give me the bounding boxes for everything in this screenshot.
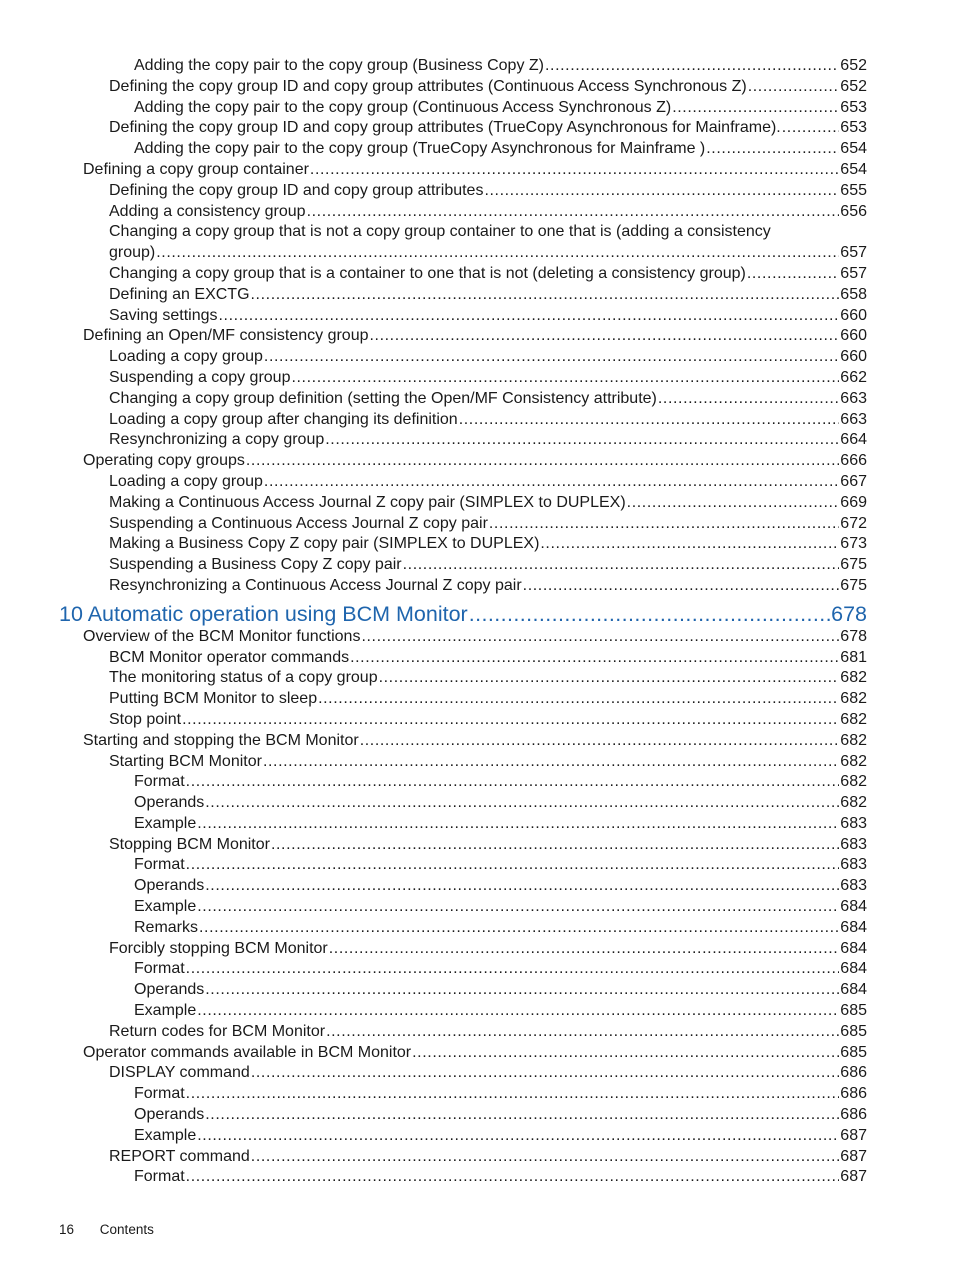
toc-entry[interactable] — [109, 389, 867, 410]
toc-entry[interactable] — [109, 264, 867, 285]
toc-entry-page: 673 — [840, 535, 867, 553]
dot-leader — [197, 1001, 839, 1022]
toc-entry-page: 672 — [840, 514, 867, 532]
dot-leader — [403, 555, 840, 576]
toc-entry-page: 657 — [840, 244, 867, 262]
toc-entry-page: 684 — [840, 898, 867, 916]
toc-entry-title: Format — [134, 773, 185, 791]
dot-leader — [186, 855, 840, 876]
dot-leader — [186, 1167, 840, 1188]
dot-leader — [205, 876, 839, 897]
toc-entry[interactable] — [134, 918, 867, 939]
dot-leader — [186, 1084, 840, 1105]
toc-entry-title: Adding the copy pair to the copy group (TrueCopy Asynchronous for Mainframe ) — [134, 140, 706, 158]
toc-entry[interactable] — [109, 668, 867, 689]
toc-entry[interactable] — [134, 56, 867, 77]
toc-entry-page: 654 — [840, 140, 867, 158]
toc-entry-title: Operands — [134, 1106, 205, 1124]
toc-entry-title: Resynchronizing a copy group — [109, 431, 325, 449]
dot-leader — [318, 689, 839, 710]
dot-leader — [271, 835, 839, 856]
toc-entry-title: Return codes for BCM Monitor — [109, 1022, 326, 1040]
toc-entry[interactable] — [109, 77, 867, 98]
toc-entry[interactable] — [109, 1022, 867, 1043]
toc-entry-title: Operands — [134, 981, 205, 999]
toc-entry-title: Format — [134, 960, 185, 978]
toc-entry-page: 685 — [840, 1043, 867, 1061]
toc-entry-page: 684 — [840, 939, 867, 957]
dot-leader — [412, 1043, 839, 1064]
toc-entry-page: 660 — [840, 327, 867, 345]
toc-entry-title: Adding the copy pair to the copy group (Business Copy Z) — [134, 57, 544, 74]
toc-entry-title: Format — [134, 1085, 185, 1103]
toc-entry-page: 662 — [840, 368, 867, 386]
toc-entry-title: Defining an EXCTG — [109, 285, 250, 303]
toc-entry-title: Starting BCM Monitor — [109, 752, 262, 770]
dot-leader — [484, 181, 839, 202]
dot-leader — [379, 668, 840, 689]
dot-leader — [672, 98, 839, 119]
toc-entry-page: 686 — [840, 1064, 867, 1082]
toc-entry-page: 687 — [840, 1168, 867, 1186]
toc-entry[interactable] — [109, 285, 867, 306]
toc-entry-title: Format — [134, 1168, 185, 1186]
toc-entry[interactable] — [134, 855, 867, 876]
footer-page-number: 16 — [59, 1222, 75, 1237]
dot-leader — [251, 285, 840, 306]
toc-entry[interactable] — [134, 98, 867, 119]
toc-entry[interactable] — [109, 710, 867, 731]
dot-leader — [219, 306, 840, 327]
toc-entry-title: Making a Continuous Access Journal Z copy pair (SIMPLEX to DUPLEX) — [109, 493, 626, 511]
dot-leader — [251, 1147, 840, 1168]
toc-entry-title: Remarks — [134, 918, 199, 936]
toc-entry[interactable] — [109, 534, 867, 555]
toc-entry-title: Defining the copy group ID and copy group attributes — [109, 181, 484, 199]
dot-leader — [350, 648, 839, 669]
toc-entry-title: Stop point — [109, 710, 182, 728]
toc-entry-page: 652 — [840, 77, 867, 95]
dot-leader — [197, 897, 839, 918]
toc-entry[interactable] — [109, 410, 867, 431]
toc-entry[interactable] — [134, 959, 867, 980]
toc-entry[interactable] — [109, 347, 867, 368]
toc-entry[interactable] — [83, 326, 867, 347]
dot-leader — [251, 1063, 839, 1084]
toc-entry[interactable] — [134, 793, 867, 814]
toc-entry-title: Operating copy groups — [83, 452, 245, 470]
toc-chapter-entry[interactable] — [59, 599, 867, 629]
toc-entry[interactable] — [109, 493, 867, 514]
toc-entry-title: Stopping BCM Monitor — [109, 835, 270, 853]
toc-entry[interactable] — [109, 1063, 867, 1084]
toc-entry-title: Operator commands available in BCM Monitor — [83, 1043, 412, 1061]
dot-leader — [197, 1126, 839, 1147]
dot-leader — [747, 264, 839, 285]
toc-entry-page: 675 — [840, 556, 867, 574]
toc-entry[interactable] — [134, 897, 867, 918]
toc-entry-title: The monitoring status of a copy group — [109, 669, 378, 687]
toc-entry-page: 682 — [840, 669, 867, 687]
toc-entry[interactable] — [109, 555, 867, 576]
toc-entry-page: 678 — [840, 627, 867, 645]
toc-entry-page: 683 — [840, 856, 867, 874]
toc-entry[interactable] — [109, 514, 867, 535]
toc-entry-page: 663 — [840, 410, 867, 428]
toc-entry[interactable] — [134, 772, 867, 793]
toc-entry-title: Operands — [134, 877, 205, 895]
dot-leader — [182, 710, 839, 731]
toc-entry[interactable] — [83, 627, 867, 648]
toc-entry[interactable] — [109, 202, 867, 223]
toc-entry-page: 669 — [840, 493, 867, 511]
toc-entry[interactable] — [134, 1126, 867, 1147]
toc-entry[interactable] — [109, 939, 867, 960]
toc-entry-title: Changing a copy group that is not a copy group container to one that is (adding a consistency — [109, 223, 771, 241]
toc-entry[interactable] — [83, 451, 867, 472]
dot-leader — [658, 389, 839, 410]
toc-entry-page: 684 — [840, 918, 867, 936]
toc-entry-title-continued: group) — [109, 244, 156, 262]
toc-entry-title: Putting BCM Monitor to sleep — [109, 690, 318, 708]
toc-entry-title: Adding the copy pair to the copy group (Continuous Access Synchronous Z) — [134, 98, 672, 116]
toc-entry[interactable] — [134, 1105, 867, 1126]
toc-entry-page: 682 — [840, 690, 867, 708]
toc-entry-title: Saving settings — [109, 306, 218, 324]
toc-entry-title: Example — [134, 1002, 197, 1020]
toc-entry[interactable] — [109, 648, 867, 669]
toc-entry-title: Example — [134, 814, 197, 832]
toc-entry-title: Suspending a Business Copy Z copy pair — [109, 556, 402, 574]
toc-entry-title: Example — [134, 898, 197, 916]
toc-entry[interactable] — [109, 835, 867, 856]
toc-entry-page: 654 — [840, 160, 867, 178]
toc-entry-title: Starting and stopping the BCM Monitor — [83, 731, 359, 749]
dot-leader — [205, 1105, 839, 1126]
page-footer — [59, 1222, 176, 1237]
toc-entry-title: Example — [134, 1126, 197, 1144]
toc-entry-page: 685 — [840, 1022, 867, 1040]
dot-leader — [197, 814, 839, 835]
toc-entry-page: 653 — [840, 98, 867, 116]
footer-section-label: Contents — [99, 1222, 154, 1237]
toc-entry-page: 675 — [840, 576, 867, 594]
toc-entry-title: Defining an Open/MF consistency group — [83, 327, 369, 345]
toc-entry-page: 684 — [840, 981, 867, 999]
toc-entry-title: Defining a copy group container — [83, 160, 309, 178]
toc-entry-page: 660 — [840, 348, 867, 366]
toc-entry-page: 667 — [840, 472, 867, 490]
dot-leader — [264, 347, 839, 368]
dot-leader — [205, 980, 839, 1001]
toc-entry-title: Changing a copy group definition (setting the Open/MF Consistency attribute) — [109, 389, 657, 407]
toc-entry[interactable] — [109, 752, 867, 773]
dot-leader — [291, 368, 839, 389]
toc-entry[interactable] — [134, 876, 867, 897]
toc-entry-title: Loading a copy group — [109, 472, 263, 490]
dot-leader — [326, 1022, 839, 1043]
dot-leader — [748, 77, 840, 98]
toc-entry-title: Making a Business Copy Z copy pair (SIMPLEX to DUPLEX) — [109, 535, 540, 553]
toc-entry-page: 686 — [840, 1085, 867, 1103]
toc-entry[interactable] — [109, 689, 867, 710]
toc-entry[interactable] — [109, 306, 867, 327]
toc-entry-page: 687 — [840, 1126, 867, 1144]
toc-entry-title: REPORT command — [109, 1147, 250, 1165]
toc-entry-page: 687 — [840, 1147, 867, 1165]
toc-entry[interactable] — [83, 731, 867, 752]
toc-entry-page: 682 — [840, 710, 867, 728]
toc-entry[interactable] — [109, 472, 867, 493]
toc-entry-page: 658 — [840, 285, 867, 303]
toc-entry-title: Overview of the BCM Monitor functions — [83, 627, 361, 645]
dot-leader — [186, 959, 840, 980]
toc-entry[interactable] — [109, 118, 867, 139]
toc-entry-page: 652 — [840, 57, 867, 74]
toc-entry[interactable] — [109, 430, 867, 451]
toc-entry-title: Loading a copy group after changing its definition — [109, 410, 458, 428]
dot-leader — [706, 139, 839, 160]
toc-entry-page: 653 — [840, 119, 867, 137]
toc-entry-page: 683 — [840, 835, 867, 853]
toc-entry-title: BCM Monitor operator commands — [109, 648, 350, 666]
toc-entry-title: Adding a consistency group — [109, 202, 306, 220]
toc-entry-title: Format — [134, 856, 185, 874]
toc-entry-page: 656 — [840, 202, 867, 220]
toc-entry-title: Resynchronizing a Continuous Access Journal Z copy pair — [109, 576, 522, 594]
toc-entry-title: Loading a copy group — [109, 348, 263, 366]
toc-entry[interactable] — [83, 160, 867, 181]
toc-entry[interactable] — [134, 1084, 867, 1105]
toc-entry[interactable] — [109, 222, 867, 264]
toc-entry[interactable] — [109, 368, 867, 389]
toc-entry[interactable] — [134, 814, 867, 835]
toc-entry-page: 660 — [840, 306, 867, 324]
toc-entry-page: 682 — [840, 773, 867, 791]
table-of-contents — [0, 56, 954, 1188]
toc-entry-title: Changing a copy group that is a container to one that is not (deleting a consistency group) — [109, 264, 746, 282]
toc-entry-page: 683 — [840, 877, 867, 895]
dot-leader — [186, 772, 840, 793]
toc-entry-page: 678 — [831, 601, 867, 626]
toc-entry-title: Suspending a Continuous Access Journal Z copy pair — [109, 514, 488, 532]
toc-entry-title: 10 Automatic operation using BCM Monitor — [59, 601, 468, 626]
dot-leader — [459, 410, 840, 431]
toc-entry[interactable] — [83, 1043, 867, 1064]
dot-leader — [264, 472, 839, 493]
dot-leader — [523, 576, 840, 597]
toc-entry-page: 686 — [840, 1106, 867, 1124]
dot-leader — [246, 451, 839, 472]
toc-entry-page: 685 — [840, 1002, 867, 1020]
toc-entry[interactable] — [109, 1147, 867, 1168]
dot-leader — [329, 939, 840, 960]
dot-leader — [361, 627, 839, 648]
dot-leader — [263, 752, 839, 773]
toc-entry-title: DISPLAY command — [109, 1064, 250, 1082]
toc-entry-page: 666 — [840, 452, 867, 470]
toc-entry-page: 682 — [840, 731, 867, 749]
toc-entry-page: 684 — [840, 960, 867, 978]
dot-leader — [545, 56, 839, 77]
toc-entry[interactable] — [134, 1167, 867, 1188]
toc-entry-title: Operands — [134, 794, 205, 812]
toc-entry-title: Suspending a copy group — [109, 368, 291, 386]
toc-entry-title: Defining the copy group ID and copy group attributes (TrueCopy Asynchronous for Mainframe). — [109, 119, 781, 137]
dot-leader — [310, 160, 839, 181]
toc-entry-title: Forcibly stopping BCM Monitor — [109, 939, 328, 957]
toc-entry-page: 657 — [840, 264, 867, 282]
dot-leader — [627, 493, 840, 514]
toc-entry-page: 664 — [840, 431, 867, 449]
dot-leader — [489, 514, 839, 535]
dot-leader — [325, 430, 839, 451]
toc-entry[interactable] — [134, 1001, 867, 1022]
toc-entry[interactable] — [109, 181, 867, 202]
dot-leader — [360, 731, 840, 752]
dot-leader — [199, 918, 839, 939]
dot-leader — [205, 793, 839, 814]
toc-entry-title: Defining the copy group ID and copy group attributes (Continuous Access Synchronous Z) — [109, 77, 747, 95]
toc-entry-page: 682 — [840, 752, 867, 770]
toc-entry-page: 663 — [840, 389, 867, 407]
dot-leader — [156, 243, 839, 264]
dot-leader — [782, 118, 840, 139]
toc-entry[interactable] — [109, 576, 867, 597]
dot-leader — [540, 534, 839, 555]
toc-entry-page: 683 — [840, 814, 867, 832]
dot-leader — [307, 202, 840, 223]
toc-entry-page: 681 — [840, 648, 867, 666]
toc-entry-page: 655 — [840, 181, 867, 199]
dot-leader — [469, 599, 830, 629]
toc-entry[interactable] — [134, 980, 867, 1001]
toc-entry[interactable] — [134, 139, 867, 160]
dot-leader — [369, 326, 839, 347]
toc-entry-page: 682 — [840, 794, 867, 812]
